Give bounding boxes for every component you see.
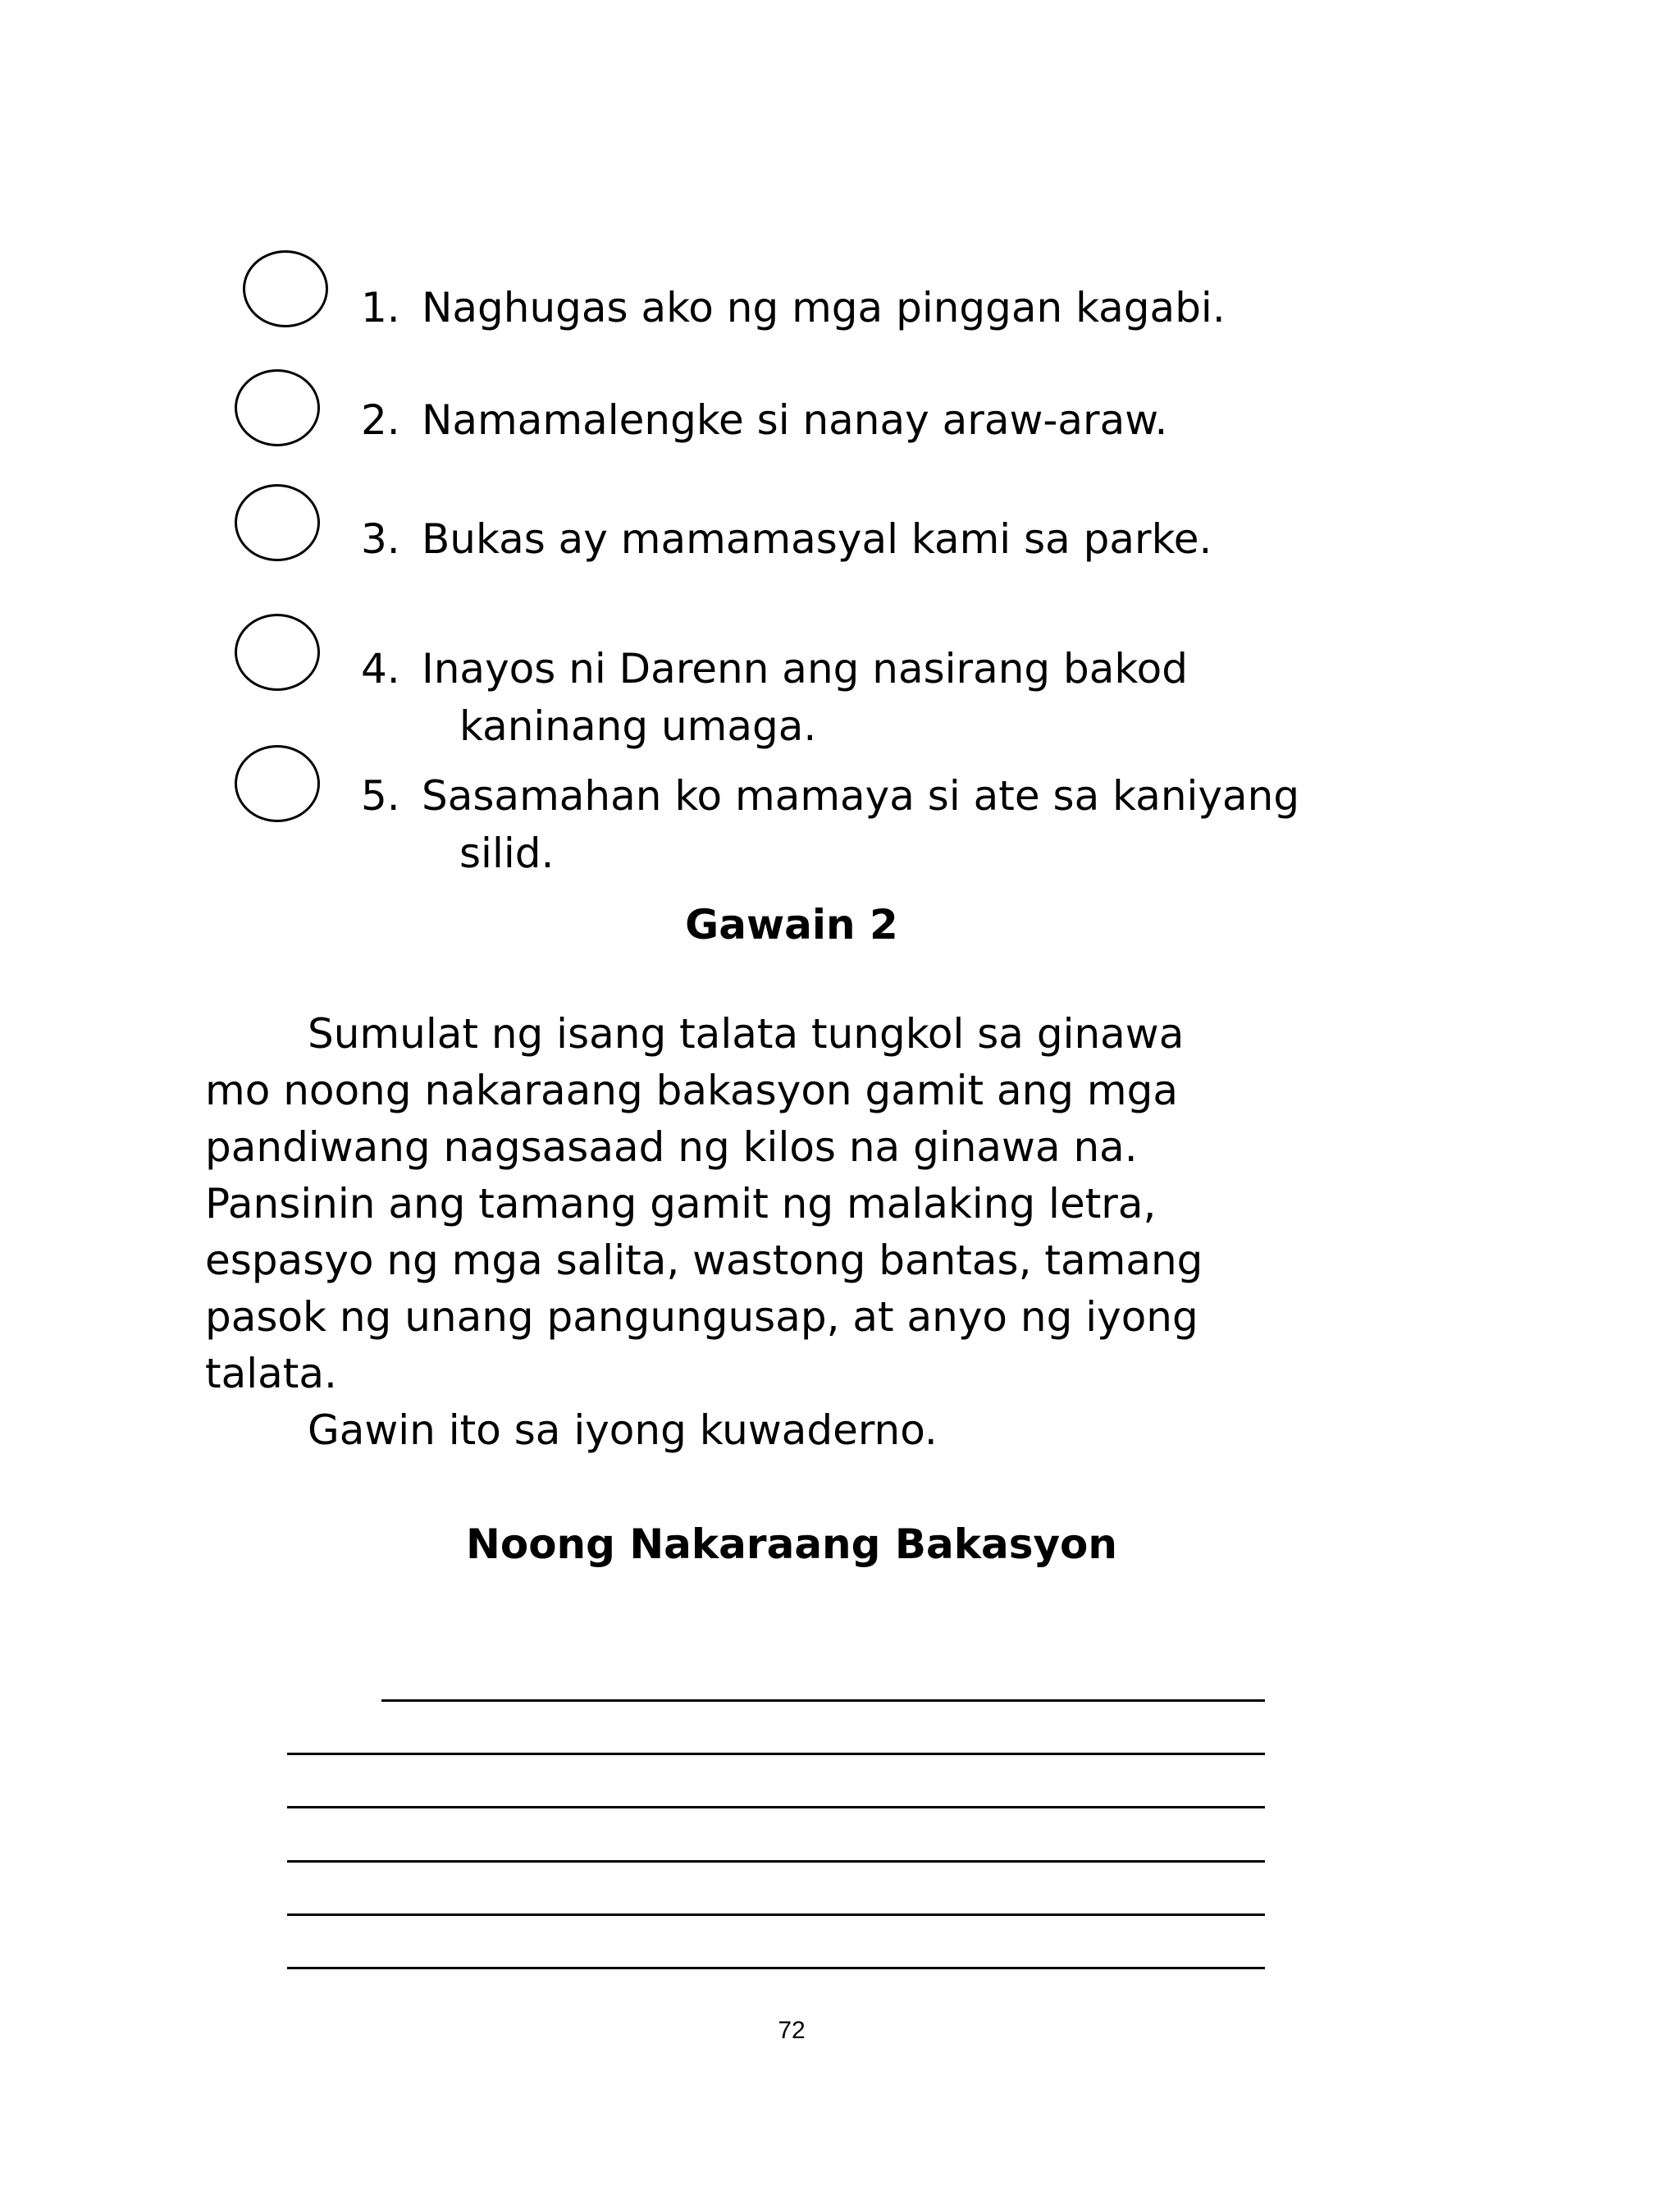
item-text: Naghugas ako ng mga pinggan kagabi.: [422, 284, 1226, 331]
instruction-line: talata.: [205, 1350, 337, 1397]
item-continuation: kaninang umaga.: [459, 702, 817, 750]
answer-circle-3[interactable]: [235, 484, 320, 561]
item-text: Inayos ni Darenn ang nasirang bakod: [422, 645, 1188, 693]
writing-line[interactable]: [381, 1699, 1265, 1702]
item-text: Namamalengke si nanay araw-araw.: [422, 396, 1168, 444]
page-number: 72: [778, 2017, 806, 2044]
writing-line[interactable]: [287, 1753, 1265, 1755]
exercise-item-4: [361, 640, 1188, 755]
item-number: 5.: [361, 772, 400, 820]
answer-circle-4[interactable]: [235, 614, 320, 691]
writing-line[interactable]: [287, 1913, 1265, 1916]
item-text: Bukas ay mamamasyal kami sa parke.: [422, 515, 1212, 563]
activity-instructions: [205, 1006, 1370, 1459]
instruction-line: espasyo ng mga salita, wastong bantas, tamang: [205, 1237, 1203, 1284]
instruction-line: Sumulat ng isang talata tungkol sa ginawa: [308, 1010, 1185, 1058]
closing-line: Gawin ito sa iyong kuwaderno.: [308, 1406, 938, 1454]
writing-line[interactable]: [287, 1806, 1265, 1808]
answer-circle-1[interactable]: [243, 250, 328, 327]
item-number: 4.: [361, 645, 400, 693]
writing-line[interactable]: [287, 1860, 1265, 1863]
instruction-line: pandiwang nagsasaad ng kilos na ginawa na.: [205, 1123, 1138, 1171]
item-continuation: silid.: [459, 830, 555, 877]
answer-circle-2[interactable]: [235, 369, 320, 446]
item-number: 1.: [361, 284, 400, 331]
writing-title: Noong Nakaraang Bakasyon: [466, 1520, 1117, 1568]
exercise-item-5: [361, 767, 1299, 882]
exercise-item-1: [361, 279, 1226, 336]
answer-circle-5[interactable]: [235, 745, 320, 822]
item-number: 3.: [361, 515, 400, 563]
item-text: Sasamahan ko mamaya si ate sa kaniyang: [422, 772, 1300, 820]
exercise-item-2: [361, 391, 1167, 449]
instruction-line: Pansinin ang tamang gamit ng malaking letra,: [205, 1180, 1157, 1228]
exercise-item-3: [361, 510, 1212, 568]
instruction-line: mo noong nakaraang bakasyon gamit ang mga: [205, 1067, 1179, 1114]
writing-line[interactable]: [287, 1967, 1265, 1969]
item-number: 2.: [361, 396, 400, 444]
activity-title: Gawain 2: [685, 901, 898, 949]
instruction-line: pasok ng unang pangungusap, at anyo ng iyong: [205, 1293, 1198, 1341]
